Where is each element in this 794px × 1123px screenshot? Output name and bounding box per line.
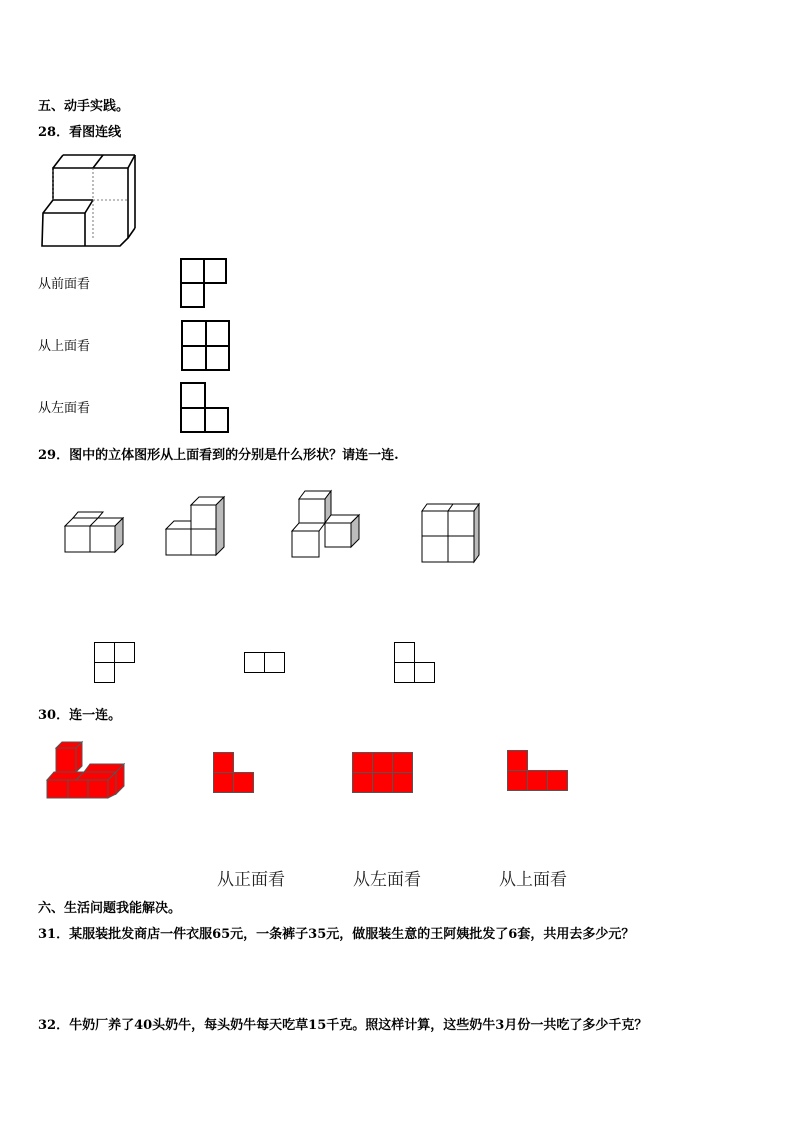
view-label-top: 从上面看 [38,339,91,354]
question-30-title: 30．连一连。 [38,708,122,723]
q30-view-label-left: 从左面看 [353,870,421,890]
q28-view-shape-2 [181,320,231,372]
q30-red-solid [46,740,126,800]
q29-top-view-1 [94,642,136,684]
question-31-text: 31．某服装批发商店一件衣服65元，一条裤子35元，做服装生意的王阿姨批发了6套，共用去多少元？ [38,927,635,942]
q30-view-label-front: 从正面看 [217,870,285,890]
question-28-title: 28．看图连线 [38,125,122,140]
q29-top-view-2 [244,652,286,674]
q28-view-shape-1 [180,258,228,308]
q29-solid-4 [421,503,483,565]
q30-red-view-2 [352,752,414,794]
q30-red-view-3 [507,750,569,792]
q29-solid-1 [64,508,126,554]
question-32-text: 32．牛奶厂养了40头奶牛，每头奶牛每天吃草15千克。照这样计算，这些奶牛3月份一共吃了多少千克？ [38,1018,648,1033]
q30-view-label-top: 从上面看 [499,870,567,890]
question-29-title: 29．图中的立体图形从上面看到的分别是什么形状？请连一连. [38,448,399,463]
view-label-left: 从左面看 [38,401,91,416]
section-5-title: 五、动手实践。 [38,99,130,114]
section-6-title: 六、生活问题我能解决。 [38,901,182,916]
q29-solid-3 [291,489,361,559]
q28-view-shape-3 [180,382,230,434]
q29-solid-2 [165,495,227,557]
q28-solid-figure [38,150,133,250]
q30-red-view-1 [213,752,255,794]
q29-top-view-3 [394,642,436,684]
view-label-front: 从前面看 [38,277,91,292]
